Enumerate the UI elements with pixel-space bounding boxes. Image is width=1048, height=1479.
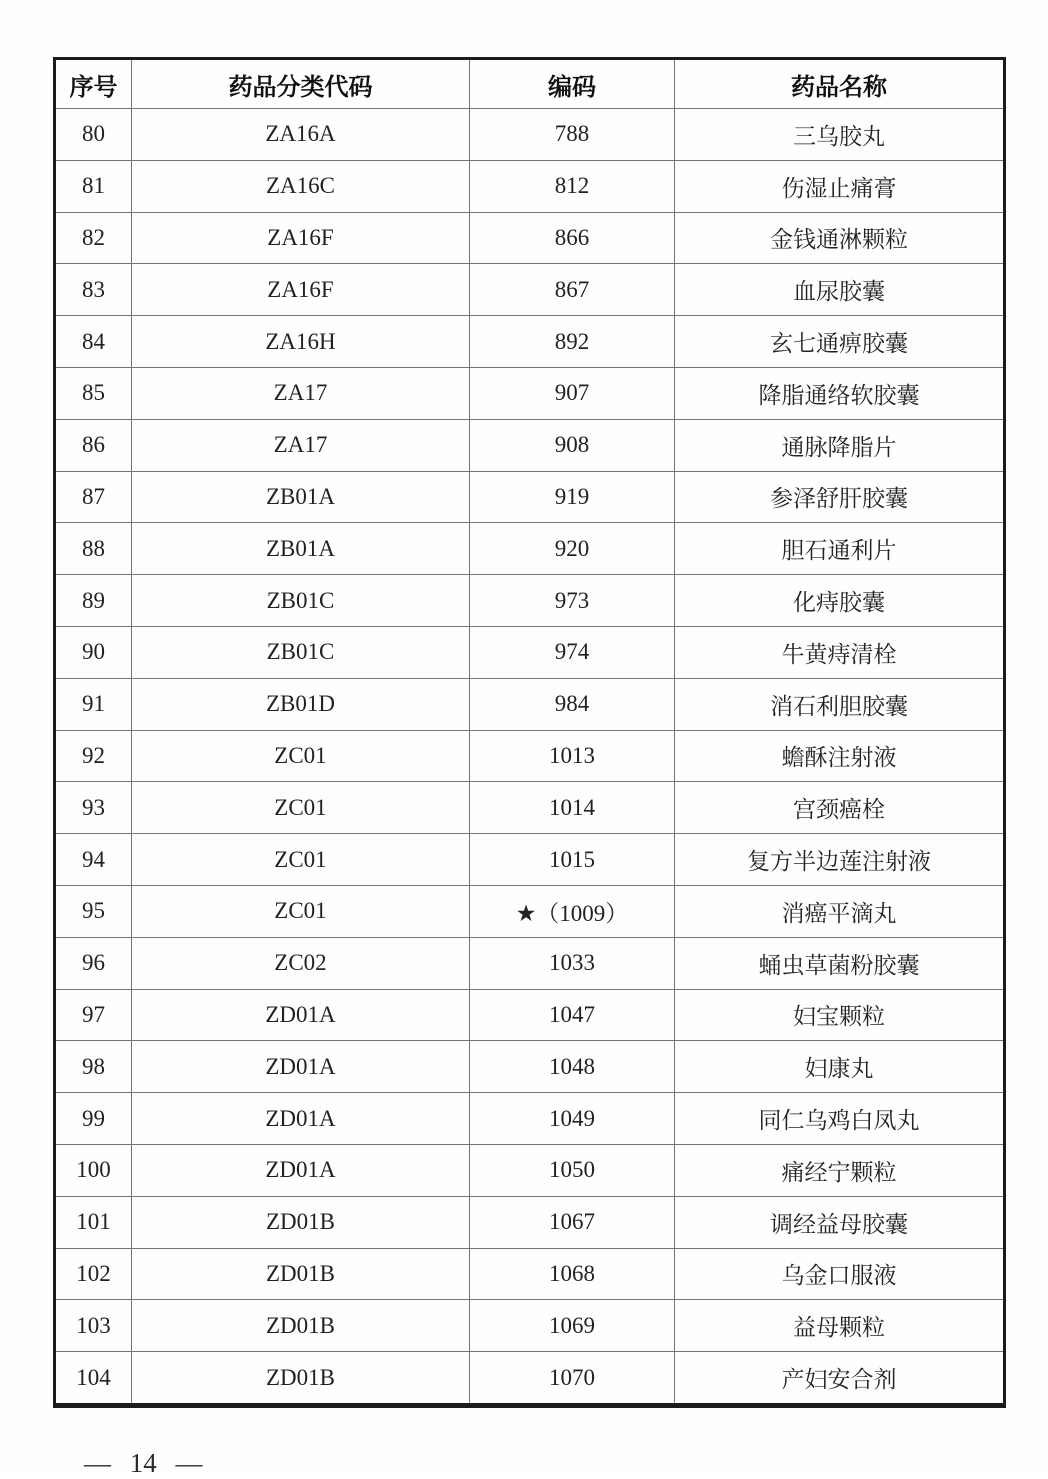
- cell-classification-code: ZD01A: [132, 989, 470, 1041]
- cell-serial-number: 97: [55, 989, 132, 1041]
- cell-serial-number: 100: [55, 1144, 132, 1196]
- cell-classification-code: ZC01: [132, 834, 470, 886]
- cell-classification-code: ZC01: [132, 730, 470, 782]
- cell-drug-name: 降脂通络软胶囊: [675, 367, 1005, 419]
- header-serial-number: 序号: [55, 59, 132, 109]
- table-row: [55, 367, 1005, 419]
- cell-drug-name: 胆石通利片: [675, 523, 1005, 575]
- cell-code: 1067: [470, 1196, 675, 1248]
- cell-drug-name: 蟾酥注射液: [675, 730, 1005, 782]
- header-classification-code: 药品分类代码: [132, 59, 470, 109]
- cell-serial-number: 88: [55, 523, 132, 575]
- cell-classification-code: ZC02: [132, 937, 470, 989]
- table-row: [55, 1041, 1005, 1093]
- cell-code: 1013: [470, 730, 675, 782]
- cell-serial-number: 89: [55, 575, 132, 627]
- table-header-row: [55, 59, 1005, 109]
- table-row: [55, 264, 1005, 316]
- header-code: 编码: [470, 59, 675, 109]
- table-row: [55, 885, 1005, 937]
- cell-classification-code: ZD01B: [132, 1196, 470, 1248]
- cell-code: 867: [470, 264, 675, 316]
- cell-drug-name: 通脉降脂片: [675, 419, 1005, 471]
- page-number: — 14 —: [84, 1448, 203, 1478]
- cell-classification-code: ZA16F: [132, 264, 470, 316]
- cell-drug-name: 妇康丸: [675, 1041, 1005, 1093]
- cell-serial-number: 86: [55, 419, 132, 471]
- cell-serial-number: 85: [55, 367, 132, 419]
- cell-serial-number: 91: [55, 678, 132, 730]
- cell-drug-name: 牛黄痔清栓: [675, 626, 1005, 678]
- cell-classification-code: ZC01: [132, 782, 470, 834]
- table-row: [55, 1093, 1005, 1145]
- cell-classification-code: ZB01A: [132, 471, 470, 523]
- cell-code: 1047: [470, 989, 675, 1041]
- cell-serial-number: 83: [55, 264, 132, 316]
- cell-drug-name: 三乌胶丸: [675, 109, 1005, 161]
- cell-drug-name: 宫颈癌栓: [675, 782, 1005, 834]
- cell-classification-code: ZB01C: [132, 626, 470, 678]
- drug-table: [53, 57, 1006, 1408]
- cell-serial-number: 103: [55, 1300, 132, 1352]
- cell-code: 1033: [470, 937, 675, 989]
- cell-drug-name: 同仁乌鸡白凤丸: [675, 1093, 1005, 1145]
- cell-code: 907: [470, 367, 675, 419]
- table-row: [55, 782, 1005, 834]
- cell-drug-name: 伤湿止痛膏: [675, 160, 1005, 212]
- table-row: [55, 730, 1005, 782]
- cell-code: 812: [470, 160, 675, 212]
- cell-code: 1048: [470, 1041, 675, 1093]
- cell-classification-code: ZB01C: [132, 575, 470, 627]
- table-row: [55, 109, 1005, 161]
- drug-table-body: [55, 109, 1005, 1406]
- cell-serial-number: 81: [55, 160, 132, 212]
- cell-code: 1070: [470, 1352, 675, 1406]
- cell-classification-code: ZD01B: [132, 1352, 470, 1406]
- cell-serial-number: 92: [55, 730, 132, 782]
- table-row: [55, 1300, 1005, 1352]
- cell-drug-name: 蛹虫草菌粉胶囊: [675, 937, 1005, 989]
- table-row: [55, 678, 1005, 730]
- cell-classification-code: ZA17: [132, 367, 470, 419]
- cell-classification-code: ZD01A: [132, 1093, 470, 1145]
- table-row: [55, 834, 1005, 886]
- cell-drug-name: 血尿胶囊: [675, 264, 1005, 316]
- cell-code: 974: [470, 626, 675, 678]
- table-row: [55, 316, 1005, 368]
- cell-classification-code: ZB01D: [132, 678, 470, 730]
- cell-drug-name: 调经益母胶囊: [675, 1196, 1005, 1248]
- cell-drug-name: 消石利胆胶囊: [675, 678, 1005, 730]
- cell-drug-name: 金钱通淋颗粒: [675, 212, 1005, 264]
- cell-code: 788: [470, 109, 675, 161]
- cell-serial-number: 90: [55, 626, 132, 678]
- cell-serial-number: 95: [55, 885, 132, 937]
- cell-code: 973: [470, 575, 675, 627]
- cell-drug-name: 玄七通痹胶囊: [675, 316, 1005, 368]
- cell-serial-number: 82: [55, 212, 132, 264]
- cell-serial-number: 80: [55, 109, 132, 161]
- cell-code: 1050: [470, 1144, 675, 1196]
- table-row: [55, 523, 1005, 575]
- cell-code: 1014: [470, 782, 675, 834]
- table-row: [55, 1144, 1005, 1196]
- cell-serial-number: 94: [55, 834, 132, 886]
- cell-code: ★（1009）: [470, 885, 675, 937]
- table-row: [55, 937, 1005, 989]
- cell-code: 984: [470, 678, 675, 730]
- cell-classification-code: ZA16C: [132, 160, 470, 212]
- cell-serial-number: 87: [55, 471, 132, 523]
- table-row: [55, 212, 1005, 264]
- cell-serial-number: 98: [55, 1041, 132, 1093]
- cell-serial-number: 99: [55, 1093, 132, 1145]
- cell-drug-name: 产妇安合剂: [675, 1352, 1005, 1406]
- cell-serial-number: 96: [55, 937, 132, 989]
- cell-code: 908: [470, 419, 675, 471]
- header-drug-name: 药品名称: [675, 59, 1005, 109]
- table-row: [55, 471, 1005, 523]
- cell-serial-number: 93: [55, 782, 132, 834]
- cell-serial-number: 101: [55, 1196, 132, 1248]
- table-row: [55, 1196, 1005, 1248]
- cell-classification-code: ZA16F: [132, 212, 470, 264]
- cell-code: 1049: [470, 1093, 675, 1145]
- table-row: [55, 160, 1005, 212]
- table-row: [55, 626, 1005, 678]
- cell-code: 1069: [470, 1300, 675, 1352]
- cell-drug-name: 妇宝颗粒: [675, 989, 1005, 1041]
- cell-code: 1068: [470, 1248, 675, 1300]
- cell-code: 866: [470, 212, 675, 264]
- cell-drug-name: 乌金口服液: [675, 1248, 1005, 1300]
- cell-code: 919: [470, 471, 675, 523]
- cell-drug-name: 参泽舒肝胶囊: [675, 471, 1005, 523]
- cell-serial-number: 104: [55, 1352, 132, 1406]
- table-row: [55, 575, 1005, 627]
- table-row: [55, 1248, 1005, 1300]
- cell-classification-code: ZA16A: [132, 109, 470, 161]
- cell-serial-number: 102: [55, 1248, 132, 1300]
- cell-drug-name: 复方半边莲注射液: [675, 834, 1005, 886]
- cell-drug-name: 化痔胶囊: [675, 575, 1005, 627]
- cell-classification-code: ZD01A: [132, 1144, 470, 1196]
- cell-classification-code: ZC01: [132, 885, 470, 937]
- cell-drug-name: 益母颗粒: [675, 1300, 1005, 1352]
- cell-classification-code: ZD01A: [132, 1041, 470, 1093]
- cell-classification-code: ZD01B: [132, 1300, 470, 1352]
- cell-serial-number: 84: [55, 316, 132, 368]
- cell-drug-name: 痛经宁颗粒: [675, 1144, 1005, 1196]
- cell-classification-code: ZA16H: [132, 316, 470, 368]
- cell-code: 1015: [470, 834, 675, 886]
- cell-classification-code: ZD01B: [132, 1248, 470, 1300]
- table-row: [55, 419, 1005, 471]
- cell-drug-name: 消癌平滴丸: [675, 885, 1005, 937]
- cell-classification-code: ZB01A: [132, 523, 470, 575]
- table-row: [55, 1352, 1005, 1406]
- table-row: [55, 989, 1005, 1041]
- cell-classification-code: ZA17: [132, 419, 470, 471]
- cell-code: 920: [470, 523, 675, 575]
- cell-code: 892: [470, 316, 675, 368]
